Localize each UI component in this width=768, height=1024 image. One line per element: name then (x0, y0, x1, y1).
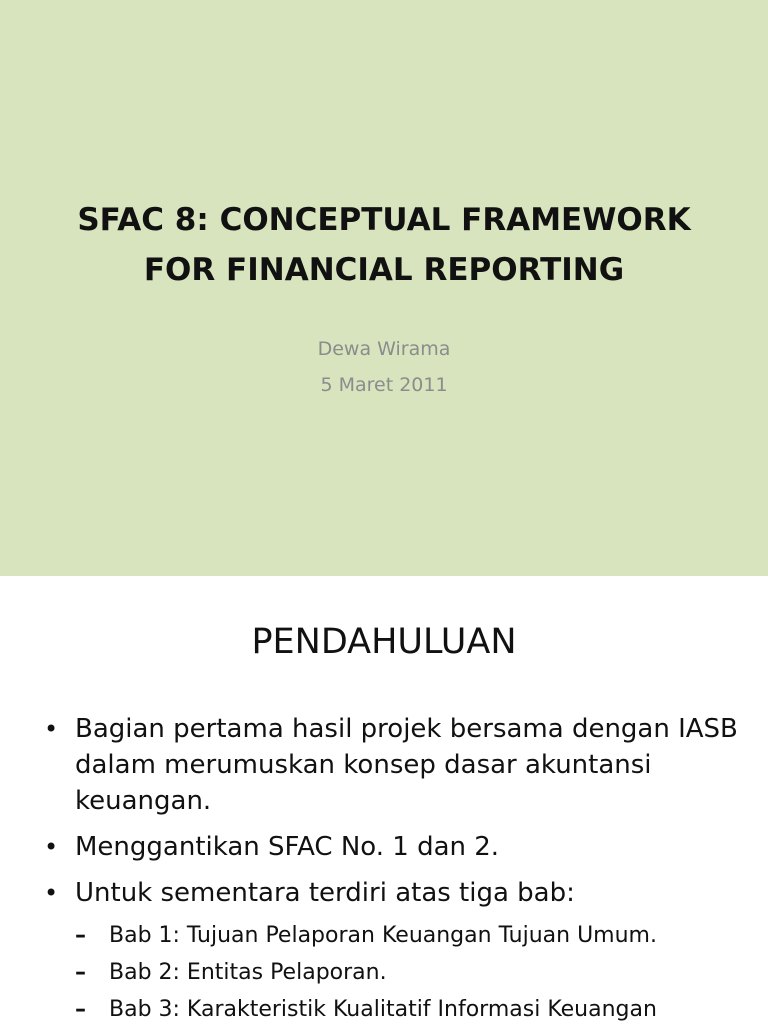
dash-icon: – (75, 923, 86, 948)
bullet-text: Bagian pertama hasil projek bersama dengan IASB dalam merumuskan konsep dasar akuntansi keuangan. (75, 714, 738, 816)
presentation-date: 5 Maret 2011 (320, 374, 448, 396)
sub-bullet-text: Bab 2: Entitas Pelaporan. (109, 960, 387, 985)
dash-icon: – (75, 997, 86, 1022)
sub-bullet-text: Bab 3: Karakteristik Kualitatif Informasi Keuangan (109, 997, 657, 1022)
bullet-item (42, 875, 742, 1024)
bullet-text: Menggantikan SFAC No. 1 dan 2. (75, 832, 500, 862)
bullet-icon: • (44, 879, 59, 907)
title-line-1: SFAC 8: CONCEPTUAL FRAMEWORK (77, 202, 691, 238)
bullet-item (42, 711, 742, 819)
content-heading: PENDAHULUAN (251, 622, 517, 662)
author-name: Dewa Wirama (317, 338, 451, 360)
sub-bullet-list (75, 917, 742, 1024)
sub-bullet-item (75, 917, 742, 954)
bullet-icon: • (44, 715, 59, 743)
bullet-icon: • (44, 833, 59, 861)
dash-icon: – (75, 960, 86, 985)
slide-title (40, 195, 728, 295)
slide-subtitle (0, 331, 768, 403)
bullet-list (42, 711, 742, 1024)
content-slide (0, 576, 768, 1024)
bullet-item (42, 829, 742, 865)
title-line-2: FOR FINANCIAL REPORTING (143, 252, 625, 288)
sub-bullet-item (75, 991, 742, 1024)
sub-bullet-text: Bab 1: Tujuan Pelaporan Keuangan Tujuan Umum. (109, 923, 657, 948)
bullet-text: Untuk sementara terdiri atas tiga bab: (75, 878, 575, 908)
sub-bullet-item (75, 954, 742, 991)
